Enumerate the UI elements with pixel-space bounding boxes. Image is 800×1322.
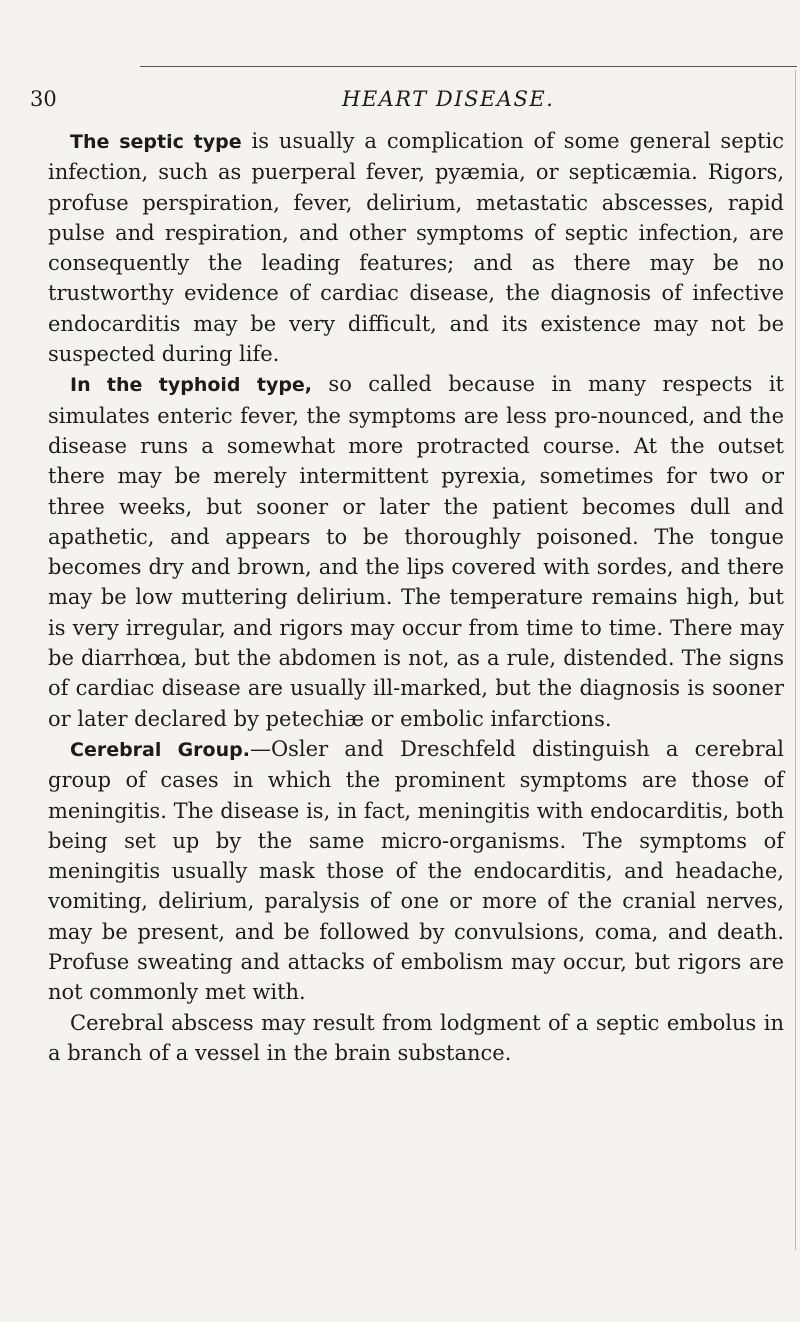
paragraph-septic-type bbox=[48, 126, 784, 369]
paragraph-text: so called because in many respects it simulates enteric fever, the symptoms are less pro-nounced, and the disease runs a somewhat more protracted course. At the outset there may be merely intermittent pyrexia, sometimes for two or three weeks, but sooner or later the patient becomes dull and apathetic, and appears to be thoroughly poisoned. The tongue becomes dry and brown, and the lips covered with sordes, and there may be low muttering delirium. The temperature remains high, but is very irregular, and rigors may occur from time to time. There may be diarrhœa, but the abdomen is not, as a rule, distended. The signs of cardiac disease are usually ill-marked, but the diagnosis is sooner or later declared by petechiæ or embolic infarctions. bbox=[48, 372, 784, 731]
body-text bbox=[48, 126, 784, 1068]
running-head: HEART DISEASE. bbox=[342, 87, 555, 111]
paragraph-text: Cerebral abscess may result from lodgment of a septic embolus in a branch of a vessel in the brain substance. bbox=[48, 1010, 784, 1065]
run-in-heading: In the typhoid type, bbox=[70, 374, 313, 397]
paragraph-cerebral-abscess bbox=[48, 1008, 784, 1069]
paragraph-text: is usually a complication of some general septic infection, such as puerperal fever, pyæmia, or septicæmia. Rigors, profuse perspiration, fever, delirium, metastatic abscesses, rapid pulse and respiration, and other symptoms of septic infection, are consequently the leading features; and as there may be no trustworthy evidence of cardiac disease, the diagnosis of infective endocarditis may be very difficult, and its existence may not be suspected during life. bbox=[48, 129, 784, 367]
paragraph-typhoid-type bbox=[48, 369, 784, 734]
page-edge-line bbox=[795, 70, 796, 1250]
page-number: 30 bbox=[30, 87, 57, 111]
paragraph-text: —Osler and Dreschfeld distinguish a cerebral group of cases in which the prominent symptoms are those of meningitis. The disease is, in fact, meningitis with endocarditis, both being set up by the same micro-organisms. The symptoms of meningitis usually mask those of the endocarditis, and headache, vomiting, delirium, paralysis of one or more of the cranial nerves, may be present, and be followed by convulsions, coma, and death. Profuse sweating and attacks of embolism may occur, but rigors are not commonly met with. bbox=[48, 736, 784, 1005]
page-header bbox=[30, 86, 760, 116]
run-in-heading: Cerebral Group. bbox=[70, 738, 250, 761]
top-rule bbox=[140, 66, 797, 67]
run-in-heading: The septic type bbox=[70, 131, 242, 153]
paragraph-cerebral-group bbox=[48, 734, 784, 1008]
